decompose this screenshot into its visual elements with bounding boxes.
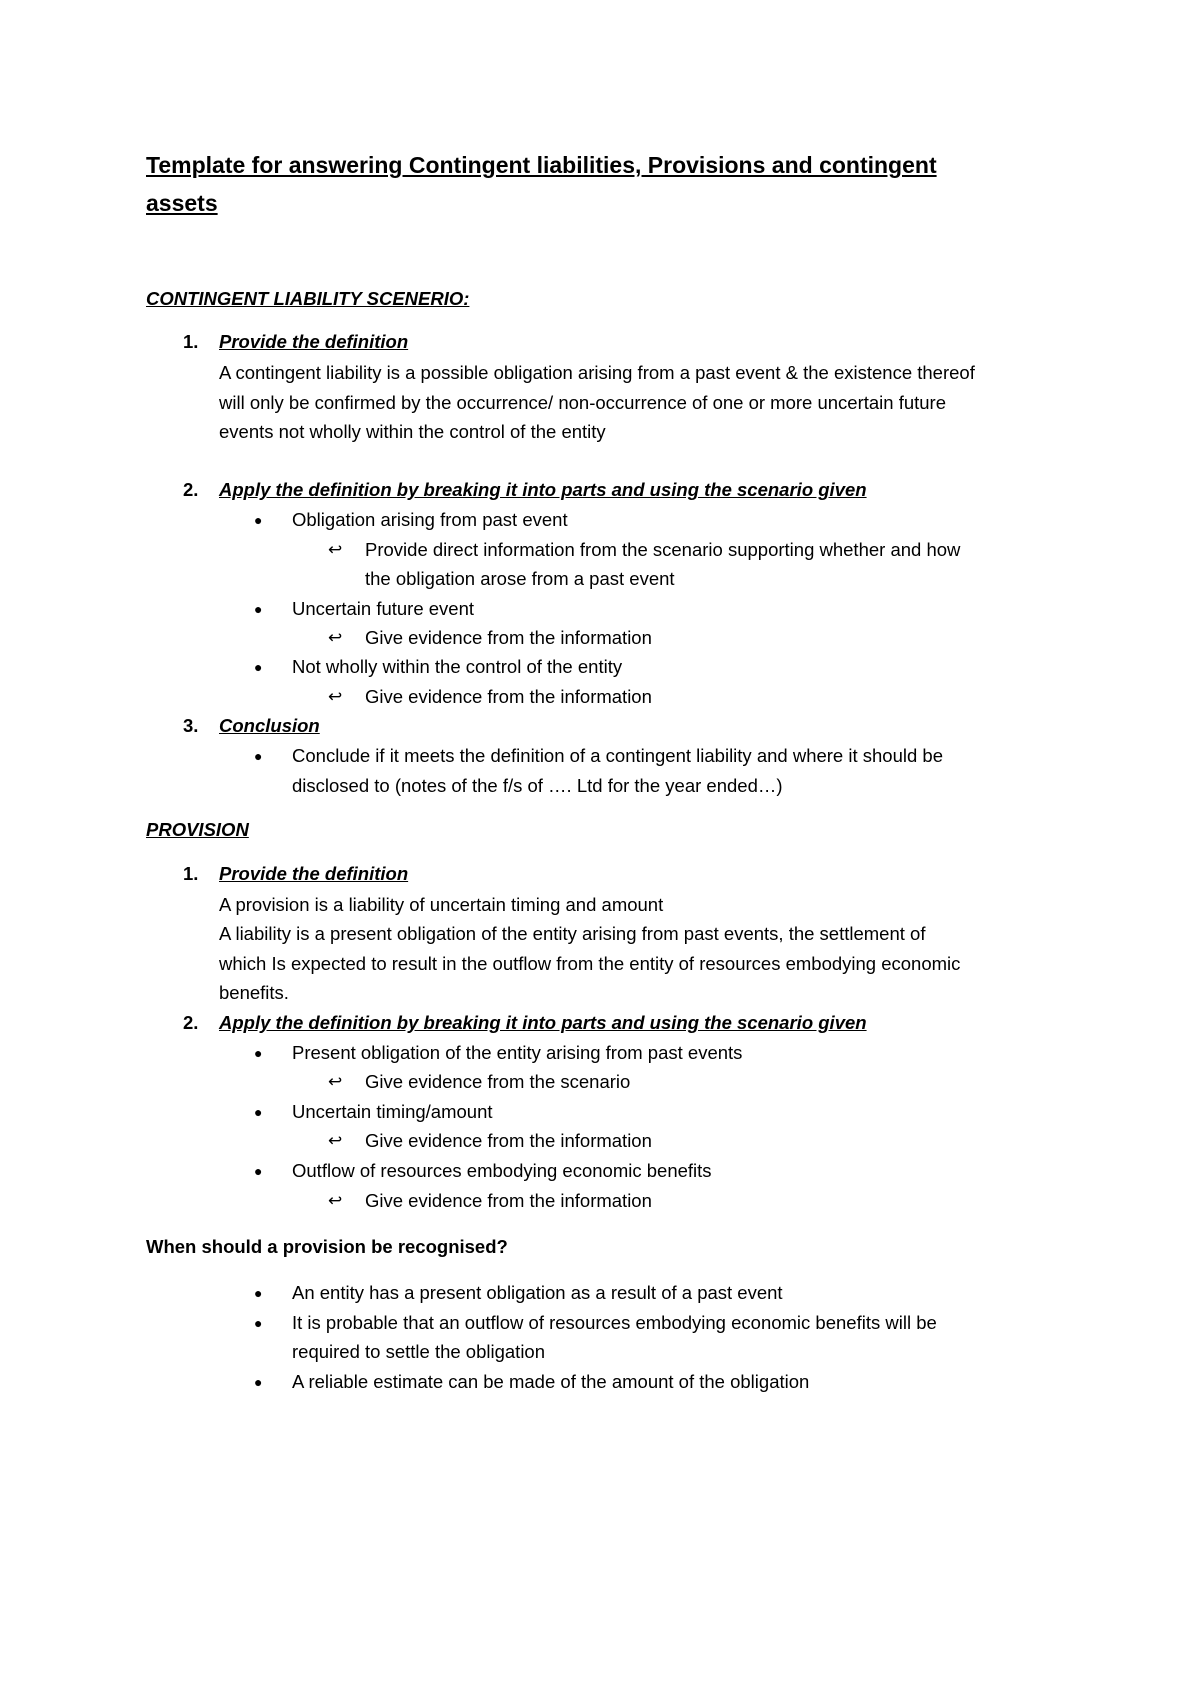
provision-step-2-number: 2. bbox=[183, 1012, 199, 1033]
bullet-icon: ● bbox=[254, 748, 263, 764]
contingent-obligation-detail-line-2: the obligation arose from a past event bbox=[365, 568, 675, 589]
bullet-icon: ● bbox=[254, 1374, 263, 1390]
contingent-conclusion-line-1: Conclude if it meets the definition of a contingent liability and where it should be bbox=[292, 745, 943, 766]
bullet-icon: ● bbox=[254, 1315, 263, 1331]
provision-outflow-detail: Give evidence from the information bbox=[365, 1190, 652, 1211]
contingent-uncertain-event-item: Uncertain future event bbox=[292, 598, 475, 619]
contingent-step-3-heading: Conclusion bbox=[219, 715, 320, 736]
return-arrow-icon: ↩ bbox=[328, 628, 343, 647]
document-title-line-1: Template for answering Contingent liabilities, Provisions and contingent bbox=[146, 152, 937, 178]
contingent-step-3-number: 3. bbox=[183, 715, 199, 736]
provision-definition-line-3: which Is expected to result in the outflow from the entity of resources embodying economic bbox=[219, 953, 961, 974]
return-arrow-icon: ↩ bbox=[328, 540, 343, 559]
return-arrow-icon: ↩ bbox=[328, 1191, 343, 1210]
provision-definition-line-4: benefits. bbox=[219, 982, 289, 1003]
contingent-step-2-number: 2. bbox=[183, 479, 199, 500]
recognition-criterion-1: An entity has a present obligation as a result of a past event bbox=[292, 1282, 783, 1303]
contingent-obligation-item: Obligation arising from past event bbox=[292, 509, 568, 530]
contingent-definition-line-1: A contingent liability is a possible obligation arising from a past event & the existence thereof bbox=[219, 362, 975, 383]
bullet-icon: ● bbox=[254, 659, 263, 675]
provision-uncertain-timing-item: Uncertain timing/amount bbox=[292, 1101, 493, 1122]
provision-uncertain-timing-detail: Give evidence from the information bbox=[365, 1130, 652, 1151]
provision-step-1-heading: Provide the definition bbox=[219, 863, 409, 884]
document-title-line-2: assets bbox=[146, 190, 218, 216]
provision-definition-line-2: A liability is a present obligation of the entity arising from past events, the settlement of bbox=[219, 923, 926, 944]
bullet-icon: ● bbox=[254, 1285, 263, 1301]
provision-present-obligation-item: Present obligation of the entity arising from past events bbox=[292, 1042, 743, 1063]
provision-heading: PROVISION bbox=[146, 819, 249, 840]
contingent-step-1-number: 1. bbox=[183, 331, 199, 352]
provision-outflow-item: Outflow of resources embodying economic benefits bbox=[292, 1160, 712, 1181]
contingent-control-detail: Give evidence from the information bbox=[365, 686, 652, 707]
bullet-icon: ● bbox=[254, 1045, 263, 1061]
provision-definition-line-1: A provision is a liability of uncertain timing and amount bbox=[219, 894, 664, 915]
contingent-liability-heading: CONTINGENT LIABILITY SCENERIO: bbox=[146, 288, 470, 309]
recognition-criterion-3: A reliable estimate can be made of the amount of the obligation bbox=[292, 1371, 810, 1392]
bullet-icon: ● bbox=[254, 601, 263, 617]
contingent-uncertain-event-detail: Give evidence from the information bbox=[365, 627, 652, 648]
bullet-icon: ● bbox=[254, 1163, 263, 1179]
contingent-step-1-heading: Provide the definition bbox=[219, 331, 409, 352]
recognition-heading: When should a provision be recognised? bbox=[146, 1236, 508, 1257]
return-arrow-icon: ↩ bbox=[328, 1131, 343, 1150]
contingent-obligation-detail-line-1: Provide direct information from the scenario supporting whether and how bbox=[365, 539, 961, 560]
contingent-definition-line-3: events not wholly within the control of the entity bbox=[219, 421, 606, 442]
provision-step-1-number: 1. bbox=[183, 863, 199, 884]
bullet-icon: ● bbox=[254, 512, 263, 528]
bullet-icon: ● bbox=[254, 1104, 263, 1120]
return-arrow-icon: ↩ bbox=[328, 1072, 343, 1091]
contingent-conclusion-line-2: disclosed to (notes of the f/s of …. Ltd for the year ended…) bbox=[292, 775, 783, 796]
provision-present-obligation-detail: Give evidence from the scenario bbox=[365, 1071, 631, 1092]
recognition-criterion-2-line-2: required to settle the obligation bbox=[292, 1341, 546, 1362]
recognition-criterion-2-line-1: It is probable that an outflow of resources embodying economic benefits will be bbox=[292, 1312, 937, 1333]
contingent-definition-line-2: will only be confirmed by the occurrence/ non-occurrence of one or more uncertain future bbox=[219, 392, 947, 413]
contingent-step-2-heading: Apply the definition by breaking it into parts and using the scenario given bbox=[219, 479, 867, 500]
provision-step-2-heading: Apply the definition by breaking it into parts and using the scenario given bbox=[219, 1012, 867, 1033]
contingent-control-item: Not wholly within the control of the entity bbox=[292, 656, 623, 677]
return-arrow-icon: ↩ bbox=[328, 687, 343, 706]
